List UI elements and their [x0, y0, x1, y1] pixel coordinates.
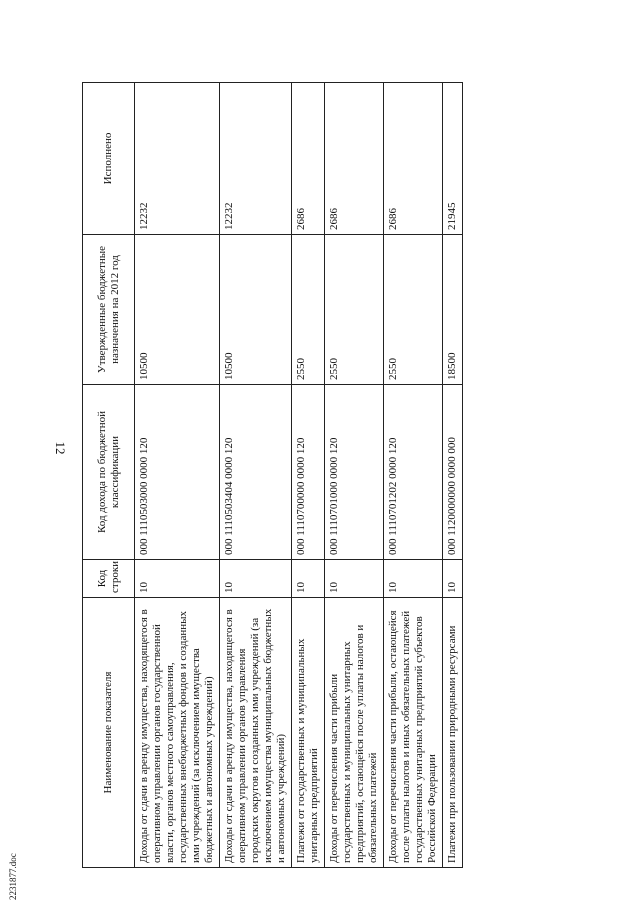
table-row: [384, 83, 443, 868]
cell-classification: 000 1110503404 0000 120: [220, 385, 292, 560]
table-row: [220, 83, 292, 868]
cell-code: 10: [220, 560, 292, 598]
cell-approved: 10500: [135, 235, 220, 385]
cell-executed: 12232: [135, 83, 220, 235]
page-number: 12: [53, 441, 68, 455]
header-classification: Код дохода по бюджетной классификации: [83, 385, 135, 560]
cell-classification: 000 1120000000 0000 000: [443, 385, 463, 560]
cell-executed: 21945: [443, 83, 463, 235]
footer-filename: 2231877.doc: [8, 853, 18, 900]
cell-executed: 12232: [220, 83, 292, 235]
table-row: [443, 83, 463, 868]
cell-name: Доходы от сдачи в аренду имущества, находящегося в оперативном управлении органов управления городских округов и созданных ими учреждений (за исключением имущества муниципальных бюджетных и автономных учреждений): [220, 598, 292, 868]
header-code: Код строки: [83, 560, 135, 598]
table-header-row: [83, 83, 135, 868]
cell-classification: 000 1110503000 0000 120: [135, 385, 220, 560]
table-row: [325, 83, 384, 868]
cell-classification: 000 1110701000 0000 120: [325, 385, 384, 560]
header-approved: Утвержденные бюджетные назначения на 2012 год: [83, 235, 135, 385]
cell-executed: 2686: [325, 83, 384, 235]
cell-code: 10: [135, 560, 220, 598]
header-name: Наименование показателя: [83, 598, 135, 868]
cell-approved: 2550: [384, 235, 443, 385]
cell-classification: 000 1110701202 0000 120: [384, 385, 443, 560]
cell-code: 10: [443, 560, 463, 598]
table-row: [135, 83, 220, 868]
cell-classification: 000 1110700000 0000 120: [292, 385, 325, 560]
cell-approved: 2550: [292, 235, 325, 385]
cell-approved: 2550: [325, 235, 384, 385]
cell-code: 10: [292, 560, 325, 598]
cell-code: 10: [325, 560, 384, 598]
cell-name: Доходы от перечисления части прибыли, остающейся после уплаты налогов и иных обязательных платежей государственных унитарных предприятий субъектов Российской Федерации: [384, 598, 443, 868]
table-row: [292, 83, 325, 868]
cell-code: 10: [384, 560, 443, 598]
budget-report-table: [82, 82, 463, 868]
cell-name: Платежи при пользовании природными ресурсами: [443, 598, 463, 868]
cell-executed: 2686: [292, 83, 325, 235]
cell-approved: 18500: [443, 235, 463, 385]
cell-name: Доходы от сдачи в аренду имущества, находящегося в оперативном управлении органов государственной власти, органов местного самоуправления, государственных внебюджетных фондов и созданных ими учреждений (за исключением имущества бюджетных и автономных учреждений): [135, 598, 220, 868]
rotated-table-container: [82, 83, 617, 868]
cell-name: Платежи от государственных и муниципальных унитарных предприятий: [292, 598, 325, 868]
cell-name: Доходы от перечисления части прибыли государственных и муниципальных унитарных предприятий, остающейся после уплаты налогов и обязательных платежей: [325, 598, 384, 868]
cell-executed: 2686: [384, 83, 443, 235]
header-executed: Исполнено: [83, 83, 135, 235]
cell-approved: 10500: [220, 235, 292, 385]
